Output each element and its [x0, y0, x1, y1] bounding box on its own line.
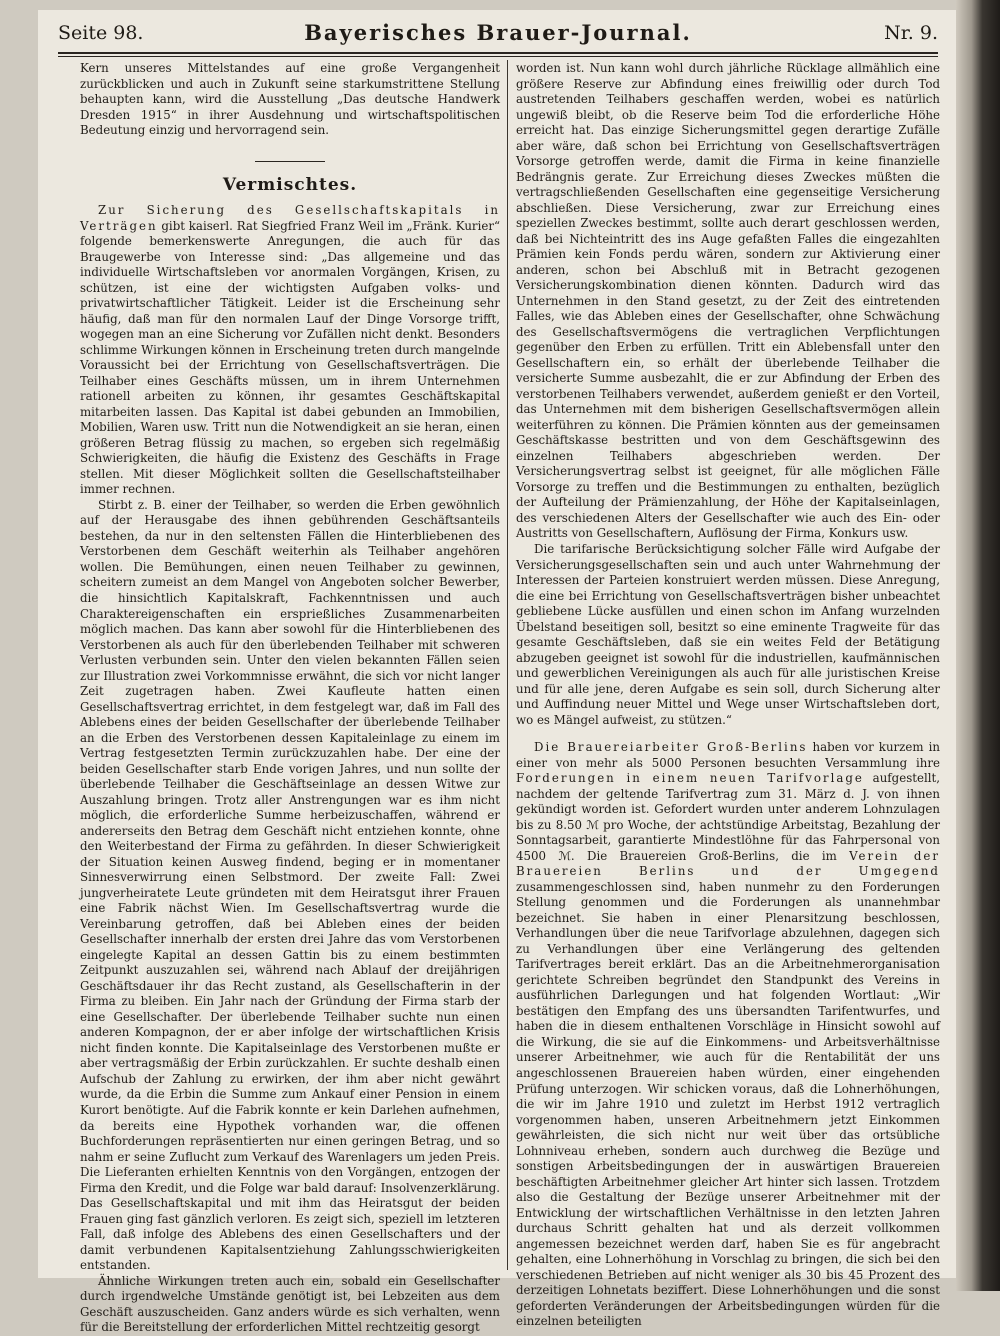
article-continuation: worden ist. Nun kann wohl durch jährliche Rücklage allmählich eine größere Reserve zur Abfindung eines freiwillig oder durch Tod austretenden Teilhabers geschaffen werden, wobei es natürlich ungewiß bleibt, ob die Reserve beim Tod die erforderliche Höhe erreicht hat. Das einzige Sicherungsmittel gegen derartige Zufälle aber wäre, daß schon bei Errichtung von Gesellschaftsverträgen Vorsorge getroffen werde, damit die Firma in keine finanzielle Bedrängnis gerate. Zur Erreichung dieses Zweckes müßten die vertragschließenden Gesellschaften eine gegenseitige Versicherung abschließen. Diese Versicherung, zwar zur Erreichung eines speziellen Zweckes bestimmt, sollte auch derart geschlossen werden, daß bei Nichteintritt des ins Auge gefaßten Falles die eingezahlten Prämien kein Fonds perdu wären, sondern zur Aktivierung einer anderen, schon bei Abschluß mit in Betracht gezogenen Versicherungskombination dienen könnten. Dadurch wird das Unternehmen in den Stand gesetzt, zu der Zeit des eintretenden Falles, wie das Ableben eines der Gesellschafter, ohne Schwächung des Gesellschaftsvermögens die vertraglichen Verpflichtungen gegenüber den Erben zu erfüllen. Tritt ein Ablebensfall unter den Gesellschaftern ein, so erhält der überlebende Teilhaber die versicherte Summe ausbezahlt, die er zur Abfindung der Erben des verstorbenen Teilhabers verwendet, außerdem genießt er den Vorteil, das Unternehmen mit dem bisherigen Gesellschaftsvermögen allein weiterführen zu können. Die Prämien könnten aus der gemeinsamen Geschäftskasse bestritten und von dem Geschäftsgewinn des einzelnen Teilhabers abgeschrieben werden. Der Versicherungsvertrag selbst ist geeignet, für alle möglichen Fälle Vorsorge zu treffen und die Bestimmungen zu enthalten, bezüglich der Aufteilung der Prämienzahlung, der Höhe der Kapitalseinlagen, des verschiedenen Alters der Gesellschafter wie auch des Ein- oder Austritts von Gesellschaftern, Auflösung der Firma, Konkurs usw. — [516, 61, 940, 541]
section-separator — [255, 161, 325, 162]
header-rule-thin — [58, 56, 938, 57]
intro-paragraph: Kern unseres Mittelstandes auf eine große Vergangenheit zurückblicken und auch in Zukunft seine starkumstrittene Stellung behaupten kann, wird die Ausstellung „Das deutsche Handwerk Dresden 1915“ in ihrer Ausdehnung und wirtschaftspolitischen Bedeutung einzig und hervorragend sein. — [80, 61, 500, 138]
page-number: Seite 98. — [58, 22, 144, 44]
header-rule — [58, 52, 938, 54]
news-text-c: zusammengeschlossen sind, haben nunmehr zu den Forderungen Stellung genommen und die Forderungen als unannehmbar bezeichnet. Sie haben in einer Plenarsitzung beschlossen, Verhandlungen über die neue Tarifvorlage abzulehnen, dagegen sich zu Verhandlungen über eine Verlängerung des geltenden Tarifvertrages bereit erklärt. Das an die Arbeitnehmerorganisation gerichtete Schreiben begründet den Standpunkt des Vereins in ausführlichen Darlegungen und hat folgenden Wortlaut: „Wir bestätigen den Empfang des uns übersandten Tarifentwurfes, und haben die in diesem enthaltenen Vorschläge in Hinsicht sowohl auf die Wirkung, die sie auf die Einkommens- und Arbeitsverhältnisse unserer Arbeitnehmer, wie auch für die Rentabilität der uns angeschlossenen Brauereien haben würden, einer eingehenden Prüfung unterzogen. Wir schicken voraus, daß die Lohnerhöhungen, die wir im Jahre 1910 und zuletzt im Herbst 1912 vertraglich vorgenommen haben, unseren Arbeitnehmern jetzt Einkommen gewährleisten, die sich nicht nur weit über das ortsübliche Lohnniveau erheben, sondern auch durchweg die Bezüge und sonstigen Arbeitsbedingungen der in auswärtigen Brauereien beschäftigten Arbeitnehmer gleicher Art hinter sich lassen. Trotzdem also die Gestaltung der Bezüge unserer Arbeitnehmer mit der Entwicklung der wirtschaftlichen Verhältnisse in den letzten Jahren durchaus Schritt gehalten hat und als derzeit vollkommen angemessen bezeichnet werden darf, haben Sie es für angebracht gehalten, eine Lohnerhöhung in Vorschlag zu bringen, die sich bei den verschiedenen Betrieben auf nicht weniger als 30 bis 45 Prozent des derzeitigen Lohnetats beziffert. Diese Lohnerhöhungen und die sonst geforderten Veränderungen der Arbeitsbedingungen würden für die einzelnen beteiligten — [516, 879, 940, 1329]
news-text-b: aufgestellt, nachdem der geltende Tarifvertrag zum 31. März d. J. von ihnen gekündigt worden ist. Gefordert wurden unter anderem Lohnzulagen bis zu 8.50 ℳ pro Woche, der achtstündige Arbeitstag, Bezahlung der Sonntagsarbeit, garantierte Mindestlöhne für das Fahrpersonal von 4500 ℳ. Die Brauereien Groß-Berlins, die im — [516, 771, 941, 863]
article-text: gibt kaiserl. Rat Siegfried Franz Weil im „Fränk. Kurier“ folgende bemerkenswerte Anregungen, die auch für das Braugewerbe von Interesse sind: „Das allgemeine und das individuelle Wirtschaftsleben vor anormalen Vorgängen, Krisen, zu schützen, ist eine der wichtigsten Aufgaben volks- und privatwirtschaftlicher Tätigkeit. Leider ist die Erscheinung sehr häufig, daß man für den normalen Lauf der Dinge Vorsorge trifft, wogegen man an eine Sicherung vor Zufällen nicht denkt. Besonders schlimme Wirkungen können in Erscheinung treten durch mangelnde Voraussicht bei der Errichtung von Gesellschaftsverträgen. Die Teilhaber eines Geschäfts müssen, um in ihrem Unternehmen rationell arbeiten zu können, ihr gesamtes Geschäftskapital mitarbeiten lassen. Das Kapital ist dabei gebunden an Immobilien, Mobilien, Waren usw. Tritt nun die Notwendigkeit an sie heran, einen größeren Betrag flüssig zu machen, so ergeben sich regelmäßig Schwierigkeiten, die häufig die Existenz des Geschäfts in Frage stellen. Mit dieser Möglichkeit sollten die Gesellschaftsteilhaber immer rechnen. — [80, 218, 500, 497]
news-emphasis-2: Verein der Brauereien Berlins und der Umgegend — [516, 848, 940, 879]
news-text-a: haben vor kurzem in einer von mehr als 5000 Personen besuchten Versammlung ihre — [516, 740, 940, 770]
news-emphasis: Forderungen in einem neuen Tarifvorlage — [516, 771, 864, 786]
article-lead: Zur Sicherung des Gesellschaftskapitals in Verträgen — [80, 203, 500, 233]
news-paragraph — [516, 740, 940, 1330]
article-paragraph-conclusion: Die tarifarische Berücksichtigung solcher Fälle wird Aufgabe der Versicherungsgesellschaften sein und auch unter Wahrnehmung der Interessen der Parteien konstruiert werden müssen. Diese Anregung, die eine bei Errichtung von Gesellschaftsverträgen bisher unbeachtet gebliebene Lücke ausfüllen und einen schon im Anfang wurzelnden Übelstand beseitigen soll, besitzt so eine eminente Tragweite für das gesamte Geschäftsleben, daß sie ein weites Feld der Betätigung abzugeben geeignet ist sowohl für die industriellen, kaufmännischen und gewerblichen Vereinigungen als auch für alle juristischen Kreise und für alle jene, deren Aufgabe es sein soll, durch Sicherung alter und Auffindung neuer Mittel und Wege unser Wirtschaftsleben dort, wo es Mängel aufweist, zu stützen.“ — [516, 541, 940, 727]
article-paragraph-2: Stirbt z. B. einer der Teilhaber, so werden die Erben gewöhnlich auf der Herausgabe des ihnen gebührenden Geschäftsanteils bestehen, da nur in den seltensten Fällen die Hinterbliebenen des Verstorbenen dem Geschäft weiterhin als Teilhaber angehören wollen. Die Bemühungen, einen neuen Teilhaber zu gewinnen, scheitern zumeist an dem Mangel von Angeboten solcher Bewerber, die hinsichtlich Kapitalskraft, Fachkenntnissen und auch Charaktereigenschaften ein ersprießliches Zusammenarbeiten möglich machen. Das kann aber sowohl für die Hinterbliebenen des Verstorbenen als auch für den überlebenden Teilhaber mit schweren Verlusten verbunden sein. Unter den vielen bekannten Fällen seien zur Illustration zwei Vorkommnisse erwähnt, die sich vor nicht langer Zeit zugetragen haben. Zwei Kaufleute hatten einen Gesellschaftsvertrag errichtet, in dem festgelegt war, daß im Fall des Ablebens eines der beiden Gesellschafter der überlebende Teilhaber an die Erben des Verstorbenen dessen Kapitaleinlage zu einem im Vertrag festgesetzten Termin zurückzuzahlen habe. Der eine der beiden Gesellschafter starb Ende vorigen Jahres, und nun sollte der überlebende Teilhaber die Geschäftseinlage an dessen Witwe zur Auszahlung bringen. Trotz aller Anstrengungen war es ihm nicht möglich, die erforderliche Summe herbeizuschaffen, während er andererseits den Betrag dem Geschäft nicht entziehen konnte, ohne den Weiterbestand der Firma zu gefährden. In dieser Schwierigkeit der Situation keinen Ausweg findend, beging er in momentaner Sinnesverwirrung einen Selbstmord. Der zweite Fall: Zwei jungverheiratete Leute gründeten mit dem Heiratsgut ihrer Frauen eine Fabrik nächst Wien. Im Gesellschaftsvertrag wurde die Vereinbarung getroffen, daß bei Ableben eines der beiden Gesellschafter innerhalb der ersten drei Jahre das vom Verstorbenen eingelegte Kapital an dessen Gattin bis zu einem bestimmten Zeitpunkt auszuzahlen sei, während nach Ablauf der dreijährigen Geschäftsdauer ihr das Recht zustand, als Gesellschafterin in der Firma zu bleiben. Ein Jahr nach der Gründung der Firma starb der eine Gesellschafter. Der überlebende Teilhaber suchte nun einen anderen Kompagnon, der er aber infolge der wirtschaftlichen Krisis nicht finden konnte. Die Kapitalseinlage des Verstorbenen mußte er aber vertragsmäßig der Erbin zurückzahlen. Er suchte deshalb einen Aufschub der Zahlung zu erwirken, der ihm aber nicht gewährt wurde, da die Erbin die Summe zum Ankauf einer Pension in einem Kurort benötigte. Auf die Fabrik konnte er kein Darlehen aufnehmen, da bereits eine Hypothek vorhanden war, die offenen Buchforderungen repräsentierten nur einen geringen Betrag, und so nahm er seine Zuflucht zum Verkauf des Warenlagers um jeden Preis. Die Lieferanten erhielten Kenntnis von den Vorgängen, entzogen der Firma den Kredit, und die Folge war bald darauf: Insolvenzerklärung. Das Gesellschaftskapital und mit ihm das Heiratsgut der beiden Frauen ging fast gänzlich verloren. Es zeigt sich, speziell im letzteren Fall, daß infolge des Ablebens des einen Gesellschafters und der damit verbundenen Kapitalsentziehung Zahlungsschwierigkeiten entstanden. — [80, 497, 500, 1273]
article-paragraph — [80, 203, 500, 498]
left-column — [80, 61, 500, 1336]
page-header — [58, 18, 938, 48]
right-column — [516, 61, 940, 1330]
news-lead: Die Brauereiarbeiter Groß-Berlins — [534, 740, 808, 755]
column-divider — [507, 60, 508, 1270]
journal-title: Bayerisches Brauer-Journal. — [304, 20, 692, 45]
issue-number: Nr. 9. — [884, 22, 938, 44]
article-paragraph-3: Ähnliche Wirkungen treten auch ein, sobald ein Gesellschafter durch irgendwelche Umstände genötigt ist, bei Lebzeiten aus dem Geschäft auszuscheiden. Ganz anders würde es sich verhalten, wenn für die Bereitstellung der erforderlichen Mittel rechtzeitig gesorgt — [80, 1273, 500, 1335]
section-title: Vermischtes. — [222, 174, 358, 195]
book-spine — [956, 0, 1000, 1291]
